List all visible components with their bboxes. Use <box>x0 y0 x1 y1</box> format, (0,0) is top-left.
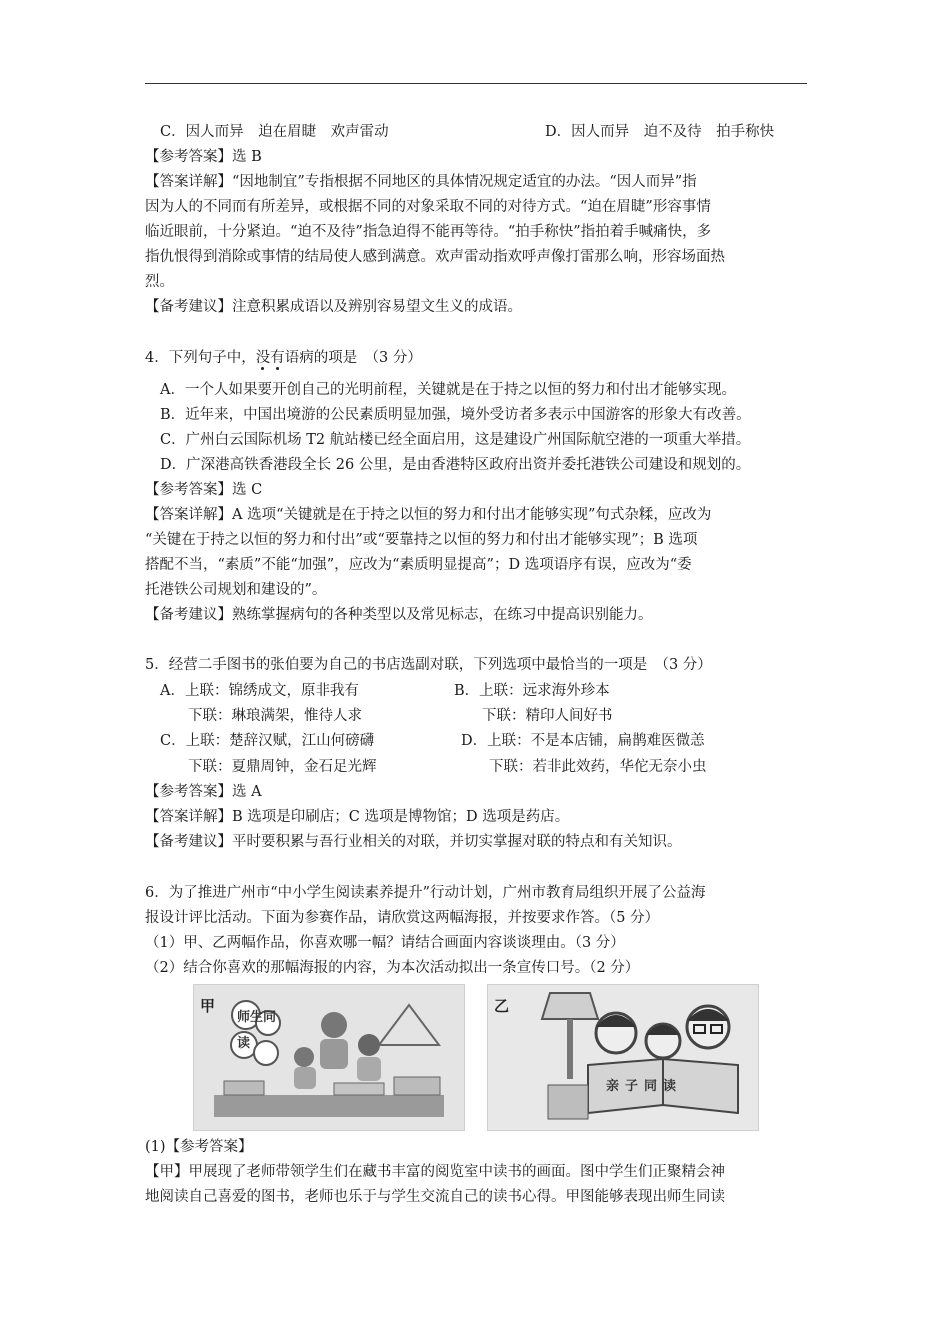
q3-detail-line-4: 指仇恨得到消除或事情的结局使人感到满意。欢声雷动指欢呼声像打雷那么响，形容场面热 <box>145 249 725 265</box>
q4-stem-emphasis-2: 有 <box>270 350 285 366</box>
q3-detail-line-5: 烈。 <box>145 274 174 290</box>
q4-option-d: D．广深港高铁香港段全长 26 公里，是由香港特区政府出资并委托港铁公司建设和规划的。 <box>160 457 751 473</box>
q6-stem-line-2: 报设计评比活动。下面为参赛作品，请欣赏这两幅海报，并按要求作答。（5 分） <box>145 910 660 926</box>
q4-stem <box>145 348 422 368</box>
q4-detail-line-4: 托港铁公司规划和建设的”。 <box>145 582 327 598</box>
q5-advice: 【备考建议】平时要积累与吾行业相关的对联，并切实掌握对联的特点和有关知识。 <box>145 834 682 850</box>
q4-stem-emphasis-1: 没 <box>255 350 271 366</box>
q5-stem: 5．经营二手图书的张伯要为自己的书店选副对联，下列选项中最恰当的一项是 （3 分） <box>145 657 712 673</box>
q4-option-c: C．广州白云国际机场 T2 航站楼已经全面启用，这是建设广州国际航空港的一项重大举措。 <box>160 432 751 448</box>
q6-sub-question-1: （1）甲、乙两幅作品，你喜欢哪一幅？请结合画面内容谈谈理由。（3 分） <box>145 935 625 951</box>
poster-jia-label: 甲 <box>200 997 216 1015</box>
q6-sub-question-2: （2）结合你喜欢的那幅海报的内容，为本次活动拟出一条宣传口号。（2 分） <box>145 960 640 976</box>
poster-jia-text: 师生同读 <box>237 1010 277 1051</box>
q4-stem-post: 语病的项是 （3 分） <box>284 350 422 366</box>
q4-advice: 【备考建议】熟练掌握病句的各种类型以及常见标志，在练习中提高识别能力。 <box>145 607 653 623</box>
q5-option-c-down: 下联：夏鼎周钟，金石足光辉 <box>188 759 377 775</box>
q6-answer-line-1: 【甲】甲展现了老师带领学生们在藏书丰富的阅览室中读书的画面。图中学生们正聚精会神 <box>145 1164 725 1180</box>
q4-detail-line-1: 【答案详解】A 选项“关键就是在于持之以恒的努力和付出才能够实现”句式杂糅，应改为 <box>145 507 712 523</box>
q6-stem-line-1: 6．为了推进广州市“中小学生阅读素养提升”行动计划，广州市教育局组织开展了公益海 <box>145 885 706 901</box>
q3-option-d: D．因人而异 迫不及待 拍手称快 <box>545 124 775 140</box>
q4-detail-line-3: 搭配不当，“素质”不能“加强”，应改为“素质明显提高”；D 选项语序有误，应改为“委 <box>145 557 692 573</box>
q3-answer: 【参考答案】选 B <box>145 149 262 165</box>
q6-answer-head: (1)【参考答案】 <box>145 1139 253 1155</box>
q5-answer: 【参考答案】选 A <box>145 784 262 800</box>
q5-detail: 【答案详解】B 选项是印刷店；C 选项是博物馆；D 选项是药店。 <box>145 809 570 825</box>
q4-answer: 【参考答案】选 C <box>145 482 263 498</box>
q6-answer-line-2: 地阅读自己喜爱的图书，老师也乐于与学生交流自己的读书心得。甲图能够表现出师生同读 <box>145 1189 725 1205</box>
q3-detail-line-1: 【答案详解】“因地制宜”专指根据不同地区的具体情况规定适宜的办法。“因人而异”指 <box>145 174 697 190</box>
q5-option-d-down: 下联：若非此效药，华佗无奈小虫 <box>489 759 707 775</box>
q5-option-c-up: C．上联：楚辞汉赋，江山何磅礴 <box>160 733 375 749</box>
q5-option-a-down: 下联：琳琅满架，惟待人求 <box>188 708 362 724</box>
q3-advice: 【备考建议】注意积累成语以及辨别容易望文生义的成语。 <box>145 299 522 315</box>
q5-option-b-up: B．上联：远求海外珍本 <box>454 683 610 699</box>
q5-option-d-up: D．上联：不是本店铺，扁鹊难医微恙 <box>461 733 705 749</box>
q5-option-b-down: 下联：精印人间好书 <box>482 708 613 724</box>
q4-option-b: B．近年来，中国出境游的公民素质明显加强，境外受访者多表示中国游客的形象大有改善。 <box>160 407 751 423</box>
poster-yi-label: 乙 <box>494 997 510 1015</box>
q3-option-c: C．因人而异 迫在眉睫 欢声雷动 <box>160 124 389 140</box>
poster-jia <box>193 984 465 1131</box>
poster-yi <box>487 984 759 1131</box>
poster-yi-text: 亲子同读 <box>606 1079 683 1094</box>
poster-yi-illustration <box>488 985 758 1130</box>
q3-detail-line-3: 临近眼前，十分紧迫。“迫不及待”指急迫得不能再等待。“拍手称快”指拍着手喊痛快，多 <box>145 224 712 240</box>
q4-detail-line-2: “关键在于持之以恒的努力和付出”或“要靠持之以恒的努力和付出才能够实现”；B 选项 <box>145 532 698 548</box>
q4-option-a: A．一个人如果要开创自己的光明前程，关键就是在于持之以恒的努力和付出才能够实现。 <box>160 382 736 398</box>
q5-option-a-up: A．上联：锦绣成文，原非我有 <box>160 683 359 699</box>
header-rule <box>145 83 807 84</box>
q3-detail-line-2: 因为人的不同而有所差异，或根据不同的对象采取不同的对待方式。“迫在眉睫”形容事情 <box>145 199 711 215</box>
q4-stem-pre: 4．下列句子中， <box>145 350 256 366</box>
poster-jia-illustration <box>194 985 464 1130</box>
